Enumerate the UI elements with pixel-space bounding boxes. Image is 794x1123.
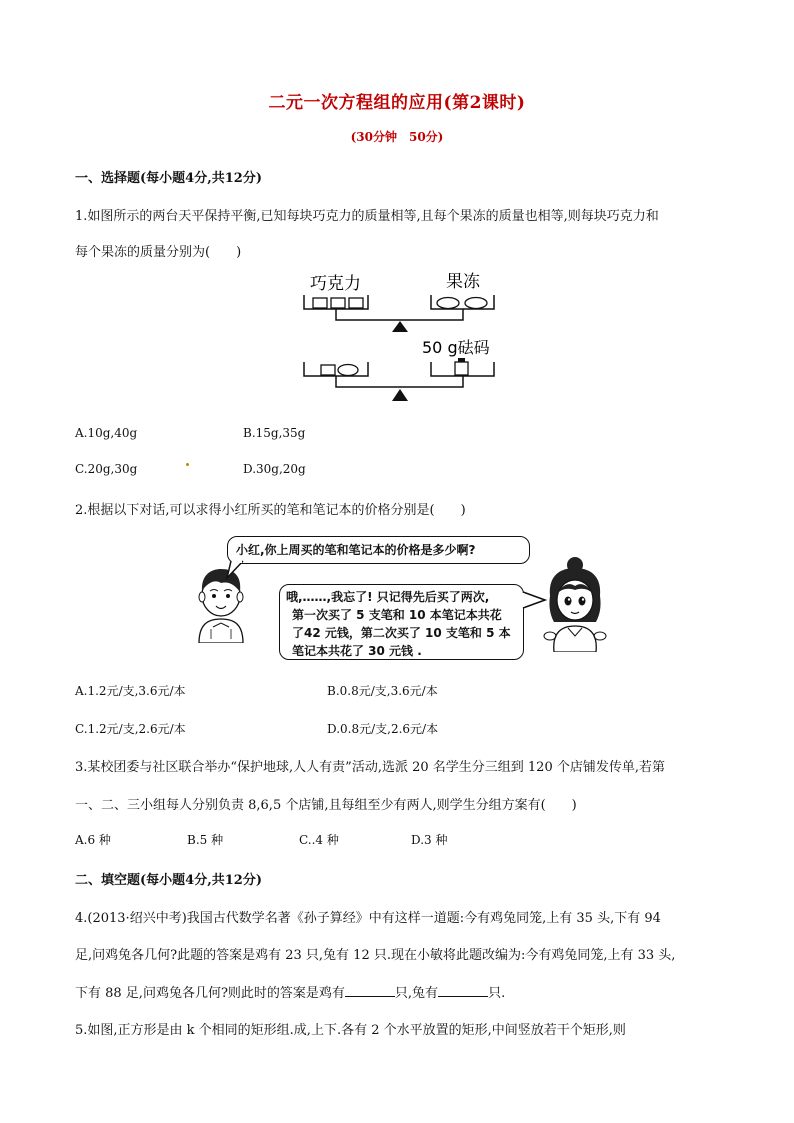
q4-text-line-1: 4.(2013·绍兴中考)我国古代数学名著《孙子算经》中有这样一道题:今有鸡兔同笼,上有 35 头,下有 94 xyxy=(75,911,661,926)
q5-text-line-1: 5.如图,正方形是由 k 个相同的矩形组.成,上下.各有 2 个水平放置的矩形,中间竖放若干个矩形,则 xyxy=(75,1023,626,1038)
girl-bubble-tail xyxy=(521,588,547,612)
top-fulcrum xyxy=(392,321,408,332)
boy-bubble-tail xyxy=(225,560,249,580)
q4-line-3-part-b: 只,兔有 xyxy=(394,986,439,1001)
q3-option-b[interactable]: B.5 种 xyxy=(187,833,224,847)
girl-answer-line-2: 第一次买了 5 支笔和 10 本笔记本共花 xyxy=(292,608,502,622)
girl-answer-line-1: 哦,……,我忘了! 只记得先后买了两次, xyxy=(286,590,490,604)
q3-text-line-2: 一、二、三小组每人分别负责 8,6,5 个店铺,且每组至少有两人,则学生分组方案有( ) xyxy=(75,798,577,813)
q1-option-b[interactable]: B.15g,35g xyxy=(243,426,306,440)
jelly-item xyxy=(465,298,487,309)
q1-text-line-2: 每个果冻的质量分别为( ) xyxy=(75,245,242,260)
girl-speech-bubble xyxy=(279,584,524,660)
balance-scale-figure xyxy=(298,265,518,410)
weight-block xyxy=(455,362,468,375)
stray-dot xyxy=(186,463,189,466)
bottom-right-pan xyxy=(431,362,494,376)
jelly-label: 果冻 xyxy=(446,272,480,292)
q1-option-d[interactable]: D.30g,20g xyxy=(243,462,306,476)
girl-illustration xyxy=(542,556,608,652)
q4-text-line-2: 足,问鸡兔各几何?此题的答案是鸡有 23 只,兔有 12 只.现在小敏将此题改编为:今有鸡兔同笼,上有 33 头, xyxy=(75,948,676,963)
section-heading-fill: 二、填空题(每小题4分,共12分) xyxy=(75,873,262,888)
weight-block-top xyxy=(458,358,465,362)
girl-answer-line-3: 了42 元钱，第二次买了 10 支笔和 5 本 xyxy=(292,626,511,640)
q2-option-a[interactable]: A.1.2元/支,3.6元/本 xyxy=(75,684,186,698)
chocolate-block xyxy=(313,298,327,308)
chocolate-block xyxy=(331,298,345,308)
q2-text-line-1: 2.根据以下对话,可以求得小红所买的笔和笔记本的价格分别是( ) xyxy=(75,503,466,518)
q4-line-3-part-c: 只. xyxy=(488,986,506,1001)
weight-label: 50 g砝码 xyxy=(422,338,490,357)
q3-text-line-1: 3.某校团委与社区联合举办“保护地球,人人有责”活动,选派 20 名学生分三组到 120 个店铺发传单,若第 xyxy=(75,760,665,775)
q2-option-d[interactable]: D.0.8元/支,2.6元/本 xyxy=(327,722,439,736)
q3-option-a[interactable]: A.6 种 xyxy=(75,833,111,847)
boy-speech-bubble xyxy=(227,536,530,564)
q1-option-c[interactable]: C.20g,30g xyxy=(75,462,138,476)
jelly-item xyxy=(338,365,358,376)
chocolate-label: 巧克力 xyxy=(310,274,361,294)
q1-text-line-1: 1.如图所示的两台天平保持平衡,已知每块巧克力的质量相等,且每个果冻的质量也相等,则每块巧克力和 xyxy=(75,209,659,224)
top-beam xyxy=(336,309,463,320)
q3-option-c[interactable]: C..4 种 xyxy=(299,833,339,847)
q4-text-line-3 xyxy=(75,982,505,1001)
q1-option-a[interactable]: A.10g,40g xyxy=(75,426,138,440)
girl-answer-line-4: 笔记本共花了 30 元钱 . xyxy=(292,644,422,658)
chocolate-block xyxy=(321,365,335,375)
page-title: 二元一次方程组的应用(第2课时) xyxy=(268,93,526,113)
q3-option-d[interactable]: D.3 种 xyxy=(411,833,448,847)
boy-question-text: 小红,你上周买的笔和笔记本的价格是多少啊? xyxy=(236,543,476,557)
page-subtitle: (30分钟 50分) xyxy=(350,130,444,144)
jelly-item xyxy=(437,298,459,309)
q4-line-3-part-a: 下有 88 足,问鸡兔各几何?则此时的答案是鸡有 xyxy=(75,986,345,1001)
q2-option-b[interactable]: B.0.8元/支,3.6元/本 xyxy=(327,684,438,698)
bottom-fulcrum xyxy=(392,389,408,401)
rabbit-answer-blank[interactable] xyxy=(438,984,488,997)
bottom-beam xyxy=(336,376,463,387)
section-heading-choice: 一、选择题(每小题4分,共12分) xyxy=(75,171,262,186)
chicken-answer-blank[interactable] xyxy=(345,984,395,997)
chocolate-block xyxy=(349,298,363,308)
q2-option-c[interactable]: C.1.2元/支,2.6元/本 xyxy=(75,722,186,736)
